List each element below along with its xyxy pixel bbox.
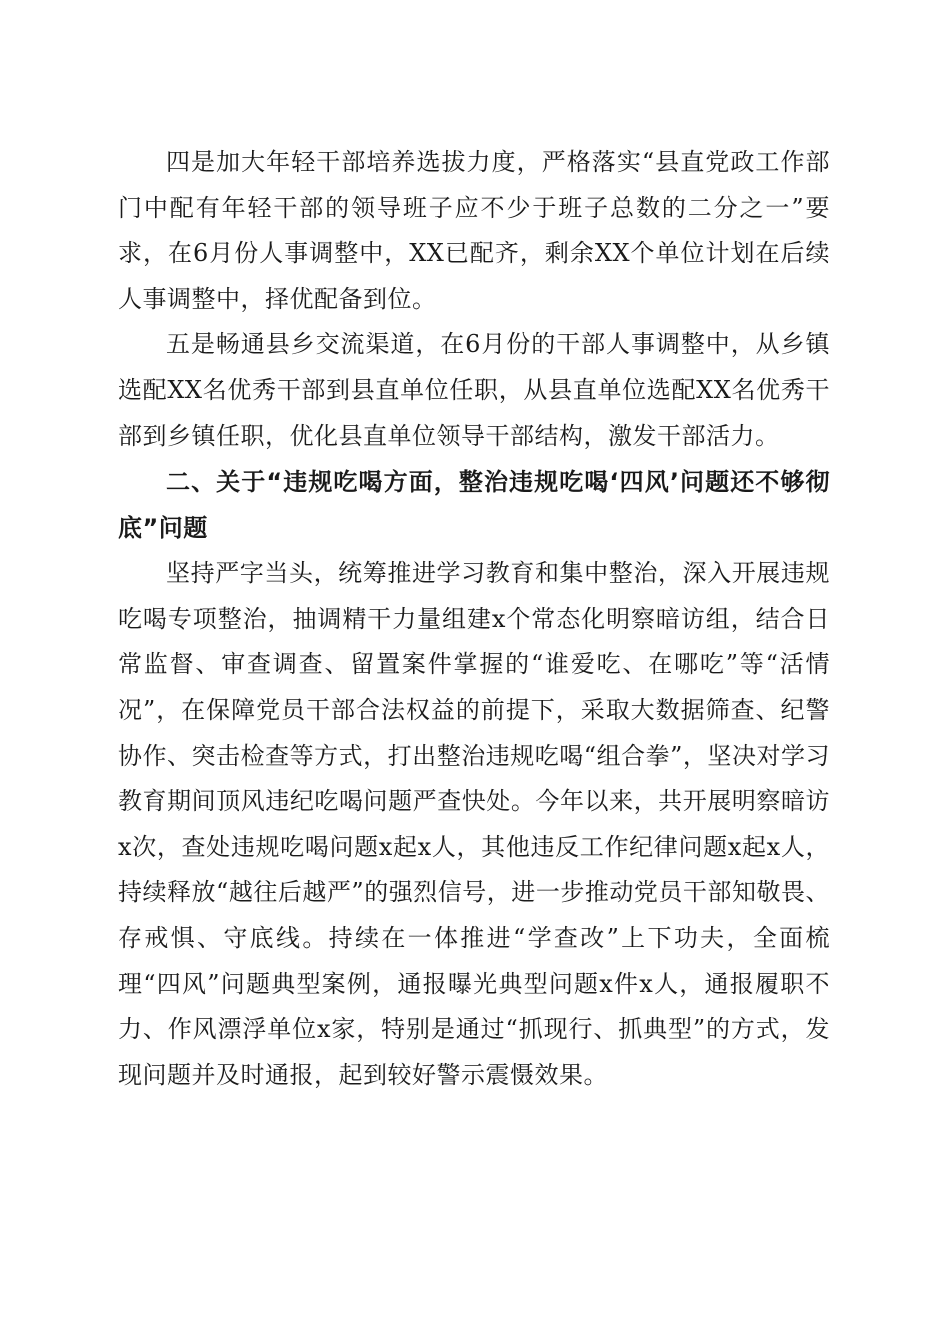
paragraph-rectification-measures: 坚持严字当头，统筹推进学习教育和集中整治，深入开展违规吃喝专项整治，抽调精干力量组建x个常态化明察暗访组，结合日常监督、审查调查、留置案件掌握的“谁爱吃、在哪吃”等“活情况”，在保障党员干部合法权益的前提下，采取大数据筛查、纪警协作、突击检查等方式，打出整治违规吃喝“组合拳”，坚决对学习教育期间顶风违纪吃喝问题严查快处。今年以来，共开展明察暗访x次，查处违规吃喝问题x起x人，其他违反工作纪律问题x起x人，持续释放“越往后越严”的强烈信号，进一步推动党员干部知敬畏、存戒惧、守底线。持续在一体推进“学查改”上下功夫，全面梳理“四风”问题典型案例，通报曝光典型问题x件x人，通报履职不力、作风漂浮单位x家，特别是通过“抓现行、抓典型”的方式，发现问题并及时通报，起到较好警示震慑效果。 bbox=[118, 559, 830, 1089]
document-page bbox=[118, 140, 830, 1098]
section-heading-dining-violations: 二、关于“违规吃喝方面，整治违规吃喝‘四风’问题还不够彻底”问题 bbox=[118, 468, 830, 543]
paragraph-young-cadres: 四是加大年轻干部培养选拔力度，严格落实“县直党政工作部门中配有年轻干部的领导班子应不少于班子总数的二分之一”要求，在6月份人事调整中，XX已配齐，剩余XX个单位计划在后续人事调整中，择优配备到位。 bbox=[118, 148, 830, 313]
paragraph-county-township-exchange: 五是畅通县乡交流渠道，在6月份的干部人事调整中，从乡镇选配XX名优秀干部到县直单位任职，从县直单位选配XX名优秀干部到乡镇任职，优化县直单位领导干部结构，激发干部活力。 bbox=[118, 330, 830, 450]
